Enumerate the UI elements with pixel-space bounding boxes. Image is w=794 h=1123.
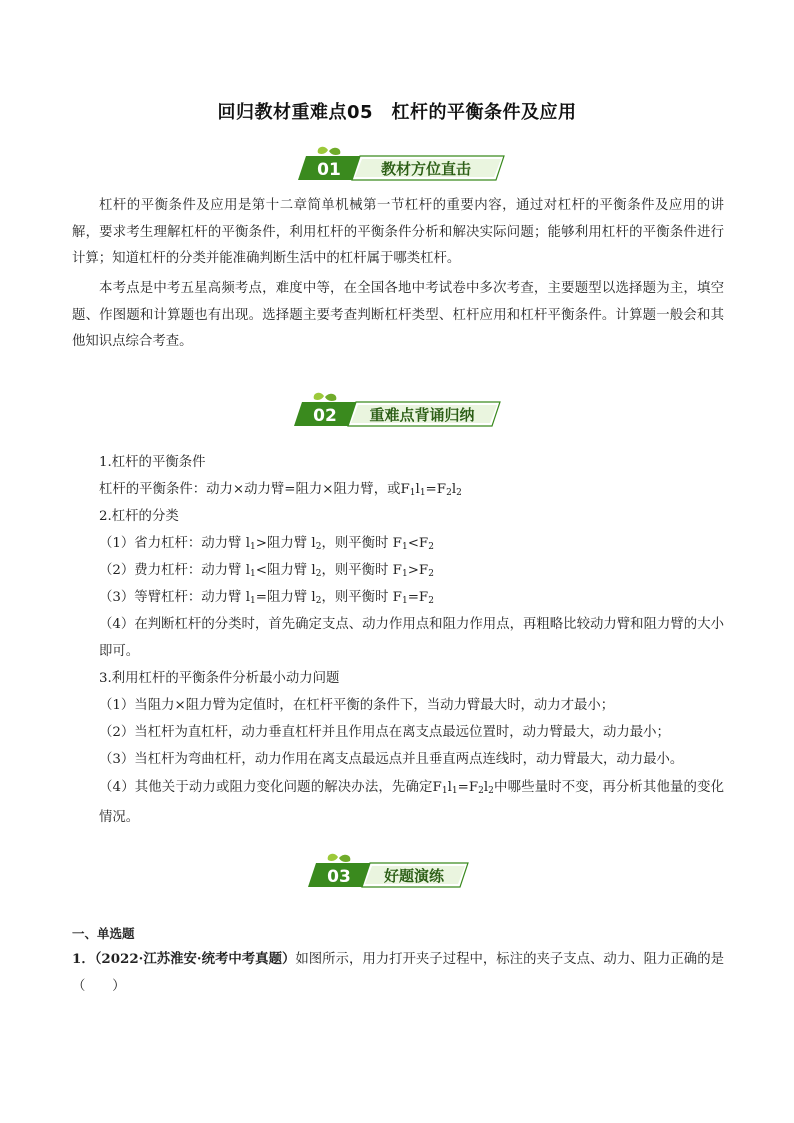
leaf-icon <box>314 393 324 400</box>
question-type-heading: 一、单选题 <box>72 926 135 941</box>
question-text: 如图所示，用力打开夹子过程中，标注的夹子支点、动力、阻力正确的是（ ） <box>72 952 724 994</box>
section-number-03: 03 <box>327 867 351 887</box>
min-force-4: （4）其他关于动力或阻力变化问题的解决办法，先确定$F_1l_1=F_2l_2$中哪些量时不变，再分析其他量的变化情况。 <box>99 780 724 825</box>
section-number-01: 01 <box>317 160 341 180</box>
section-number-02: 02 <box>313 406 337 426</box>
lever-class-4: （4）在判断杠杆的分类时，首先确定支点、动力作用点和阻力作用点，再粗略比较动力臂和阻力臂的大小即可。 <box>99 617 724 659</box>
section-badge-01 <box>298 146 508 186</box>
section-badge-02 <box>294 392 504 432</box>
section-label-01: 教材方位直击 <box>380 160 472 178</box>
summary-heading-1: 1.杠杆的平衡条件 <box>99 455 206 470</box>
section-label-03: 好题演练 <box>383 867 445 885</box>
min-force-1: （1）当阻力×阻力臂为定值时，在杠杆平衡的条件下，当动力臂最大时，动力才最小； <box>99 698 615 713</box>
lever-class-1: （1）省力杠杆：动力臂 $l_1>$阻力臂 $l_2$，则平衡时 $F_1<F_2$ <box>99 536 434 552</box>
question-number: 1． <box>72 951 95 967</box>
summary-heading-3: 3.利用杠杆的平衡条件分析最小动力问题 <box>99 671 340 686</box>
min-force-2: （2）当杠杆为直杠杆，动力垂直杠杆并且作用点在离支点最远位置时，动力臂最大，动力最小； <box>99 725 670 740</box>
page-title: 回归教材重难点05 杠杆的平衡条件及应用 <box>217 102 577 123</box>
section-badge-03 <box>308 853 478 893</box>
summary-heading-2: 2.杠杆的分类 <box>99 509 179 524</box>
lever-class-2: （2）费力杠杆：动力臂 $l_1<$阻力臂 $l_2$，则平衡时 $F_1>F_2$ <box>99 563 434 579</box>
leaf-icon <box>328 854 338 861</box>
min-force-3: （3）当杠杆为弯曲杠杆，动力作用在离支点最远点并且垂直两点连线时，动力臂最大，动力最小。 <box>99 752 684 767</box>
balance-condition: 杠杆的平衡条件：动力×动力臂=阻力×阻力臂，或$F_1l_1=F_2l_2$ <box>99 482 462 498</box>
lever-class-3: （3）等臂杠杆：动力臂 $l_1=$阻力臂 $l_2$，则平衡时 $F_1=F_2$ <box>99 590 434 606</box>
intro-paragraph-1: 杠杆的平衡条件及应用是第十二章简单机械第一节杠杆的重要内容，通过对杠杆的平衡条件及应用的讲解，要求考生理解杠杆的平衡条件，利用杠杆的平衡条件分析和解决实际问题；能够利用杠杆的平衡条件进行计算；知道杠杆的分类并能准确判断生活中的杠杆属于哪类杠杆。 <box>72 198 724 266</box>
section-label-02: 重难点背诵归纳 <box>369 406 475 424</box>
leaf-icon <box>318 147 328 154</box>
question-1 <box>72 946 724 1000</box>
question-source: （2022·江苏淮安·统考中考真题） <box>94 951 296 967</box>
intro-paragraph-2: 本考点是中考五星高频考点，难度中等，在全国各地中考试卷中多次考查，主要题型以选择题为主，填空题、作图题和计算题也有出现。选择题主要考查判断杠杆类型、杠杆应用和杠杆平衡条件。计算题一般会和其他知识点综合考查。 <box>72 281 724 349</box>
